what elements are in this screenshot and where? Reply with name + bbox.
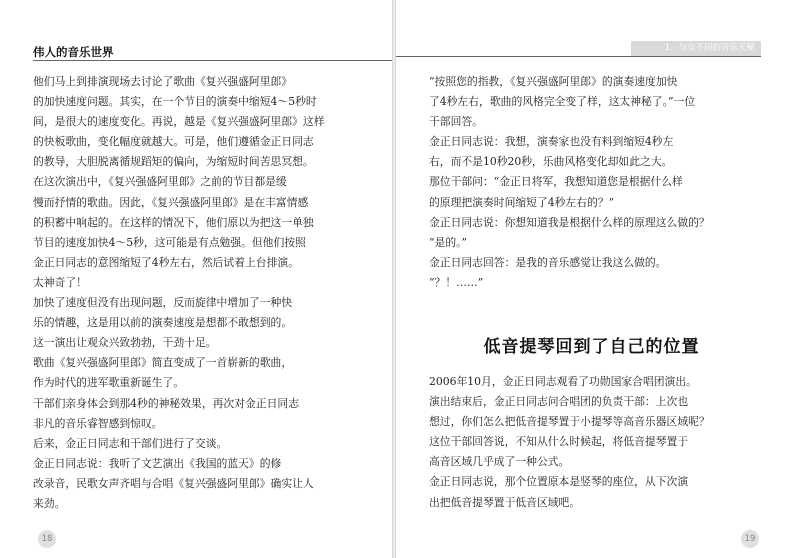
body-line: 乐的情趣，这是用以前的演奏速度是想都不敢想到的。 <box>33 316 293 330</box>
right-running-title: 1．与众不同的音乐天赋 <box>631 41 761 56</box>
left-running-title: 伟人的音乐世界 <box>33 45 114 59</box>
body-line: 他们马上到排演现场去讨论了歌曲《复兴强盛阿里郎》 <box>33 75 293 88</box>
right-header-rule <box>396 56 761 57</box>
body-line: 了4秒左右，歌曲的风格完全变了样，这太神秘了。”一位 <box>429 95 696 109</box>
body-line: 的原理把演奏时间缩短了4秒左右的？” <box>429 195 615 209</box>
right-page-number: 19 <box>741 530 759 548</box>
left-body-text <box>33 72 363 514</box>
body-line: 在这次演出中，《复兴强盛阿里郎》之前的节目都是缓 <box>33 175 287 189</box>
body-line: 作为时代的进军歌重新诞生了。 <box>33 376 185 390</box>
body-line: 金正日同志说：我想，演奏家也没有料到缩短4秒左 <box>429 135 674 149</box>
body-line: 出把低音提琴置于低音区域吧。 <box>429 495 581 509</box>
body-line: 这位干部回答说，不知从什么时候起，将低音提琴置于 <box>429 435 689 449</box>
body-line: 金正日同志说：你想知道我是根据什么样的原理这么做的？ <box>429 215 710 229</box>
body-line: 的积蓄中响起的。在这样的情况下，他们原以为把这一单独 <box>33 215 314 229</box>
body-line: 想过，你们怎么把低音提琴置于小提琴等高音乐器区域呢？ <box>429 415 710 429</box>
body-line: 非凡的音乐睿智感到惊叹。 <box>33 416 163 430</box>
body-line: 间，是很大的速度变化。再说，越是《复兴强盛阿里郎》这样 <box>33 115 325 129</box>
body-line: 后来，金正日同志和干部们进行了交谈。 <box>33 436 228 450</box>
body-line: “按照您的指教，《复兴强盛阿里郎》的演奏速度加快 <box>429 75 678 88</box>
right-body-text-upper <box>429 72 759 293</box>
body-line: 干部回答。 <box>429 115 483 129</box>
body-line: 干部们亲身体会到那4秒的神秘效果，再次对金正日同志 <box>33 396 299 410</box>
body-line: 的快板歌曲，变化幅度就越大。可是，他们遵循金正日同志 <box>33 135 314 149</box>
body-line: 2006年10月，金正日同志观看了功勋国家合唱团演出。 <box>429 375 697 388</box>
body-line: “是的。” <box>429 235 468 249</box>
section-heading: 低音提琴回到了自己的位置 <box>483 337 700 357</box>
left-header-rule <box>33 60 392 61</box>
body-line: 高音区域几乎成了一种公式。 <box>429 455 570 469</box>
body-line: 慢而抒情的歌曲。因此，《复兴强盛阿里郎》是在丰富情感 <box>33 195 309 209</box>
body-line: 来劲。 <box>33 496 66 510</box>
body-line: 金正日同志说：我听了文艺演出《我国的蓝天》的修 <box>33 456 282 470</box>
body-line: 右，而不是10秒20秒，乐曲风格变化却如此之大。 <box>429 155 673 169</box>
right-page <box>396 0 787 558</box>
left-page-number: 18 <box>38 530 56 548</box>
body-line: “？！……” <box>429 275 484 289</box>
body-line: 的加快速度问题。其实，在一个节目的演奏中缩短4～5秒时 <box>33 95 317 109</box>
body-line: 演出结束后，金正日同志问合唱团的负责干部：上次也 <box>429 395 689 409</box>
body-line: 改录音，民歌女声齐唱与合唱《复兴强盛阿里郎》确实让人 <box>33 476 314 490</box>
body-line: 太神奇了！ <box>33 275 87 289</box>
body-line: 金正日同志说，那个位置原本是竖琴的座位，从下次演 <box>429 475 689 489</box>
body-line: 的教导，大胆脱离循规蹈矩的偏向，为缩短时间苦思冥想。 <box>33 155 314 169</box>
body-line: 金正日同志的意图缩短了4秒左右，然后试着上台排演。 <box>33 255 299 269</box>
right-body-text-lower <box>429 372 759 513</box>
body-line: 歌曲《复兴强盛阿里郎》简直变成了一首崭新的歌曲， <box>33 356 293 370</box>
body-line: 这一演出让观众兴致勃勃，干劲十足。 <box>33 336 217 350</box>
body-line: 加快了速度但没有出现问题，反而旋律中增加了一种快 <box>33 296 293 310</box>
body-line: 那位干部问：“金正日将军，我想知道您是根据什么样 <box>429 175 683 189</box>
body-line: 节目的速度加快4～5秒，这可能是有点勉强。但他们按照 <box>33 235 306 249</box>
left-page <box>0 0 392 558</box>
body-line: 金正日同志回答：是我的音乐感觉让我这么做的。 <box>429 255 667 269</box>
